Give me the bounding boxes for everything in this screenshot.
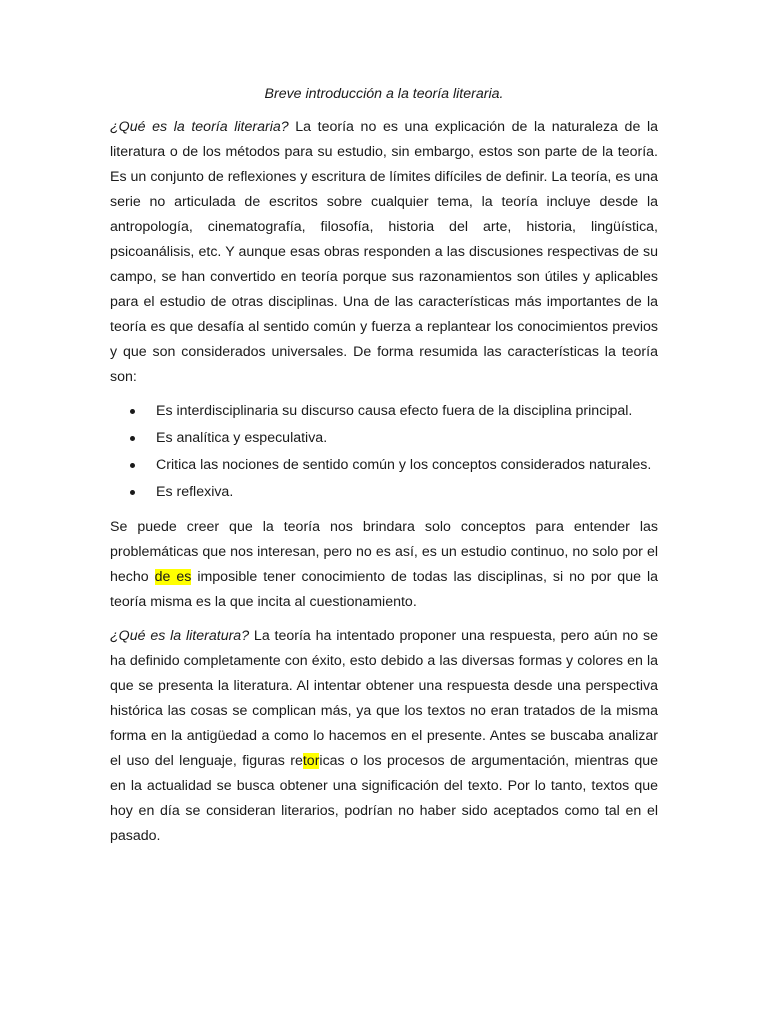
list-item xyxy=(110,426,658,450)
bullet-icon xyxy=(130,409,135,414)
bullet-icon xyxy=(130,490,135,495)
list-item xyxy=(110,399,658,423)
paragraph-theory-definition xyxy=(110,115,658,390)
paragraph-text: Se puede creer que la teoría nos brindara solo conceptos para entender las problemáticas que nos interesan, pero no es así, es un estudio continuo, no solo por el hecho xyxy=(110,519,658,585)
paragraph-text: La teoría no es una explicación de la naturaleza de la literatura o de los métodos para su estudio, sin embargo, estos son parte de la teoría. Es un conjunto de reflexiones y escritura de límites difíciles de definir. La teoría, es una serie no articulada de escritos sobre cualquier tema, la teoría incluye desde la antropología, cinematografía, filosofía, historia del arte, historia, lingüística, psicoanálisis, etc. Y aunque esas obras responden a las discusiones respectivas de su campo, se han convertido en teoría porque sus razonamientos son útiles y aplicables para el estudio de otras disciplinas. Una de las características más importantes de la teoría es que desafía al sentido común y fuerza a replantear los conocimientos previos y que son considerados universales. De forma resumida las características la teoría son: xyxy=(110,119,658,385)
list-item-text: Critica las nociones de sentido común y los conceptos considerados naturales. xyxy=(156,457,652,473)
paragraph-text: icas o los procesos de argumentación, mientras que en la actualidad se busca obtener una significación del texto. Por lo tanto, textos que hoy en día se consideran literarios, podrían no haber sido aceptados como tal en el pasado. xyxy=(110,753,658,844)
paragraph-continuous-study xyxy=(110,515,658,615)
bullet-icon xyxy=(130,436,135,441)
document-title: Breve introducción a la teoría literaria. xyxy=(264,86,504,102)
paragraph-text: imposible tener conocimiento de todas las disciplinas, si no por que la teoría misma es la que incita al cuestionamiento. xyxy=(110,569,658,610)
characteristics-list xyxy=(110,399,658,504)
list-item xyxy=(110,453,658,477)
bullet-icon xyxy=(130,463,135,468)
list-item-text: Es reflexiva. xyxy=(156,484,234,500)
paragraph-text: La teoría ha intentado proponer una respuesta, pero aún no se ha definido completamente con éxito, esto debido a las diversas formas y colores en la que se presenta la literatura. Al intentar obtener una respuesta desde una perspectiva histórica las cosas se complican más, ya que los textos no eran tratados de la misma forma en la antigüedad a como lo hacemos en el presente. Antes se buscaba analizar el uso del lenguaje, figuras re xyxy=(110,628,658,769)
highlighted-text: tor xyxy=(302,753,320,769)
list-item xyxy=(110,480,658,504)
highlighted-text: de es xyxy=(154,569,192,585)
question-heading-theory: ¿Qué es la teoría literaria? xyxy=(110,119,289,135)
document-body xyxy=(110,83,658,860)
list-item-text: Es interdisciplinaria su discurso causa efecto fuera de la disciplina principal. xyxy=(156,403,633,419)
list-item-text: Es analítica y especulativa. xyxy=(156,430,328,446)
paragraph-literature-definition xyxy=(110,624,658,849)
question-heading-literature: ¿Qué es la literatura? xyxy=(110,628,250,644)
